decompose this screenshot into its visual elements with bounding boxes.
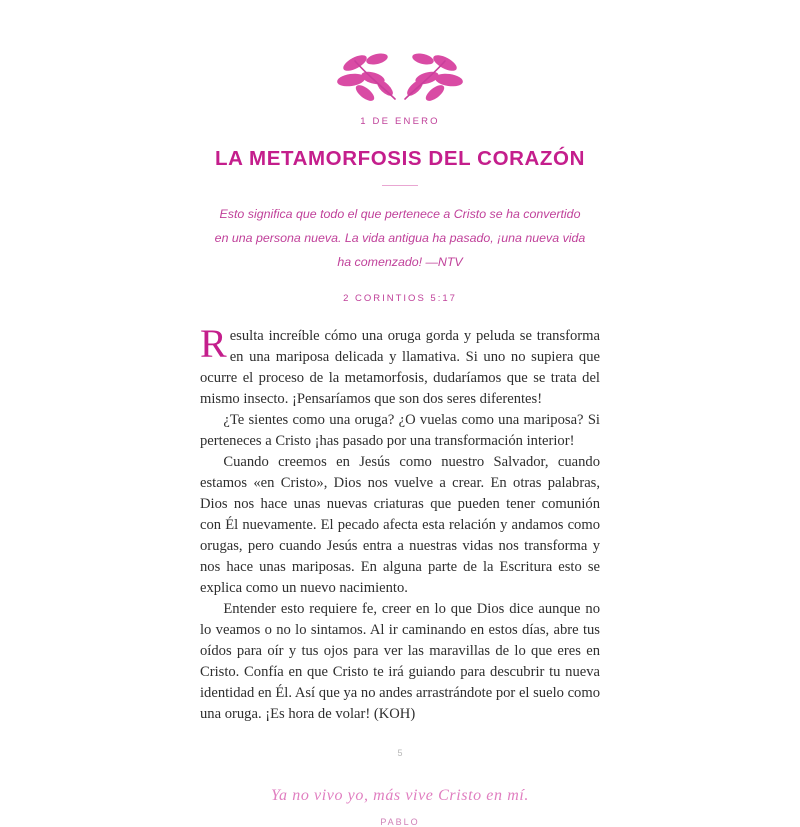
closing-quote: Ya no vivo yo, más vive Cristo en mí. [270,786,530,804]
page-number: 5 [397,748,403,758]
body-paragraph: Cuando creemos en Jesús como nuestro Salvador, cuando estamos «en Cristo», Dios nos vuelve a crear. En otras palabras, Dios nos hace unas nuevas criaturas que pueden tener comunión con Él nuevamente. El pecado afecta esta relación y andamos como orugas, pero cuando Jesús entra a nuestras vidas nos transforma y nos hace unas mariposas. En alguna parte de la Escritura esto se explica como un nuevo nacimiento. [200,453,600,596]
page-title: LA METAMORFOSIS DEL CORAZÓN [214,147,585,170]
scripture-verse: Esto significa que todo el que pertenece a Cristo se ha convertido en una persona nueva. La vida antigua ha pasado, ¡una nueva vida ha comenzado! —NTV [214,207,586,270]
date-label: 1 DE ENERO [360,116,440,127]
body-paragraph [200,320,600,410]
body-paragraph-text: esulta increíble cómo una oruga gorda y peluda se transforma en una mariposa delicada y llamativa. Si uno no supiera que ocurre el proceso de la metamorfosis, dudaríamos que se trata del mismo insecto. ¡Pensaríamos que son dos seres diferentes! [200,327,600,407]
body-paragraph: Entender esto requiere fe, creer en lo que Dios dice aunque no lo veamos o no lo sintamos. Al ir caminando en estos días, abre tus oídos para oír y tus ojos para ver las maravillas de lo que eres en Cristo. Confía en que Cristo te irá guiando para descubrir tu nueva identidad en Él. Así que ya no andes arrastrándote por el suelo como una oruga. ¡Es hora de volar! (KOH) [200,600,600,722]
body-paragraph: ¿Te sientes como una oruga? ¿O vuelas como una mariposa? Si perteneces a Cristo ¡has pasado por una transformación interior! [200,411,600,449]
scripture-reference: 2 CORINTIOS 5:17 [343,292,457,304]
closing-quote-author: PABLO [380,816,420,827]
title-divider [382,185,418,186]
drop-cap: R [200,320,227,366]
devotional-body [200,320,600,725]
floral-laurel-ornament [200,0,600,106]
